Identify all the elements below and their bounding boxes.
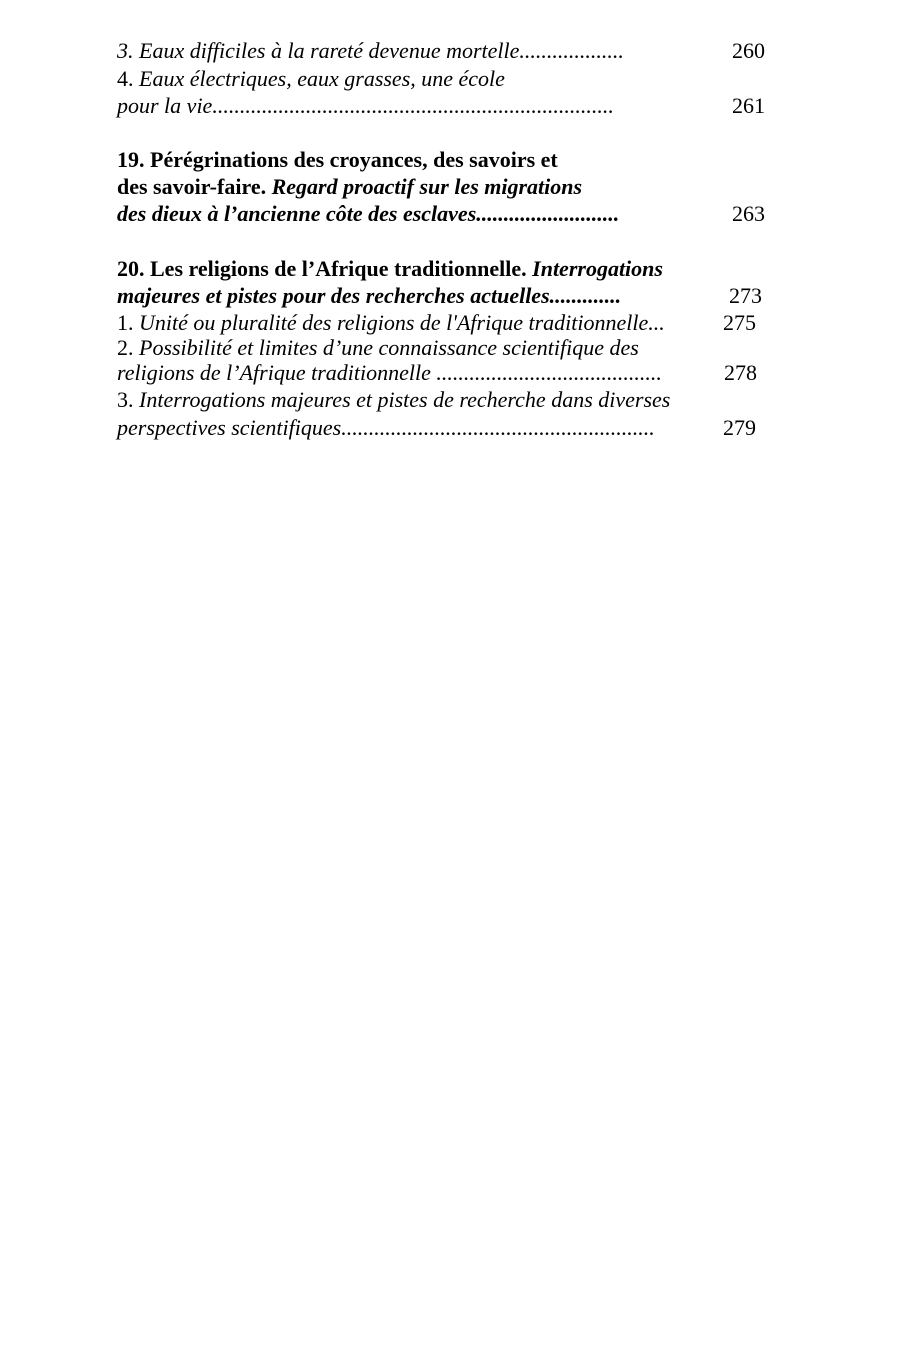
toc-chapter-19-title-line2 [117,174,582,200]
toc-entry-4-title-line1 [117,66,505,92]
toc-section-3-title-line1 [117,387,670,413]
toc-chapter-20-title-line2: majeures et pistes pour des recherches actuelles............. [117,283,622,308]
toc-section-1-text: Unité ou pluralité des religions de lʹAfrique traditionnelle... [139,310,665,335]
toc-chapter-19-subtitle: Regard proactif sur les migrations [271,174,583,199]
toc-chapter-19-title-line3: des dieux à l’ancienne côte des esclaves.......................... [117,201,620,226]
toc-section-3-page: 279 [723,415,756,440]
toc-section-2-text: Possibilité et limites d’une connaissance scientifique des [139,335,639,360]
toc-chapter-19-page: 263 [732,201,765,226]
toc-chapter-19-title-plain: des savoir-faire. [117,174,272,199]
toc-entry-4-title-line2: pour la vie......................................................................... [117,93,614,118]
toc-section-2-title-line1 [117,335,639,361]
toc-entry-4-title-text: Eaux électriques, eaux grasses, une école [139,66,505,91]
toc-entry-4-page: 261 [732,93,765,118]
toc-entry-4-number: 4. [117,66,139,91]
toc-section-3-text: Interrogations majeures et pistes de recherche dans diverses [139,387,671,412]
toc-section-3-number: 3. [117,387,139,412]
toc-section-1-page: 275 [723,310,756,335]
toc-chapter-20-page: 273 [729,283,762,308]
toc-section-2-number: 2. [117,335,139,360]
toc-entry-3-page: 260 [732,38,765,63]
toc-section-3-title-line2: perspectives scientifiques......................................................... [117,415,655,440]
toc-entry-3-title: 3. Eaux difficiles à la rareté devenue mortelle................... [117,38,624,63]
toc-chapter-20-subtitle: Interrogations [532,256,663,281]
toc-chapter-19-title-line1: 19. Pérégrinations des croyances, des savoirs et [117,147,558,172]
toc-section-1-number: 1. [117,310,139,335]
toc-section-2-page: 278 [724,360,757,385]
toc-section-1-title [117,310,665,336]
toc-chapter-20-title-plain: 20. Les religions de l’Afrique traditionnelle. [117,256,533,281]
toc-section-2-title-line2: religions de l’Afrique traditionnelle ......................................... [117,360,662,385]
toc-chapter-20-title-line1 [117,256,663,282]
